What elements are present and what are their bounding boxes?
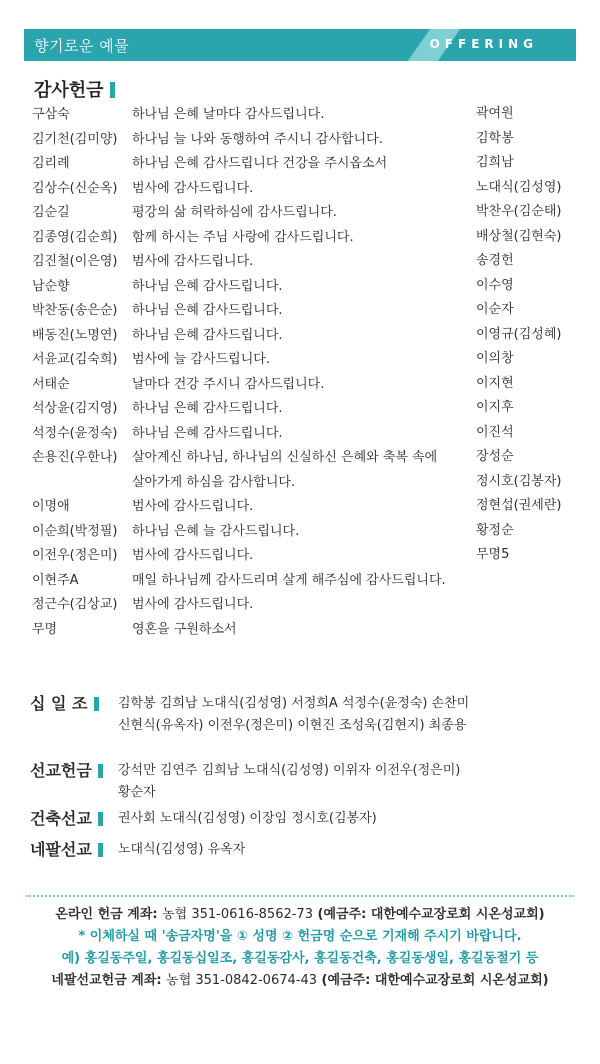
list-item	[32, 250, 492, 275]
list-item	[32, 299, 492, 324]
donor-message: 매일 하나님께 감사드리며 살게 해주심에 감사드립니다.	[132, 572, 446, 588]
donor-name: 김기천(김미양)	[32, 131, 118, 147]
list-item	[32, 348, 492, 373]
donor-message: 하나님 은혜 감사드립니다 건강을 주시옵소서	[132, 156, 388, 171]
section-marker	[98, 843, 103, 857]
donor-message: 하나님 은혜 감사드립니다.	[132, 327, 283, 343]
donor-message: 하나님 늘 나와 동행하여 주시니 감사합니다.	[132, 131, 383, 147]
list-item	[32, 593, 492, 618]
section-marker	[110, 82, 115, 98]
section-marker	[98, 764, 103, 778]
thanks-section-title	[34, 76, 115, 102]
donor-name: 남순향	[32, 278, 70, 294]
banner-subtitle: OFFERING	[429, 37, 538, 51]
list-item: 정현섭(권세란)	[476, 498, 562, 513]
donor-message: 범사에 감사드립니다.	[132, 180, 254, 196]
list-item: 이순자	[476, 302, 514, 317]
list-item: 곽여원	[476, 106, 514, 121]
list-item	[32, 544, 492, 569]
donor-message: 하나님 은혜 늘 감사드립니다.	[132, 523, 300, 539]
banner-title: 향기로운 예물	[34, 37, 130, 55]
online-account-number: 농협 351-0616-8562-73	[162, 907, 313, 922]
donor-message: 하나님 은혜 감사드립니다.	[132, 425, 283, 441]
nepal-label	[30, 839, 103, 861]
dotted-divider	[26, 895, 574, 897]
donor-message: 범사에 감사드립니다.	[132, 499, 254, 514]
thanks-list	[32, 103, 492, 642]
donor-message: 범사에 감사드립니다.	[132, 254, 254, 269]
donor-name: 김종영(김순희)	[32, 229, 118, 245]
list-item: 노대식(김성영)	[476, 179, 562, 195]
nepal-account-holder: (예금주: 대한예수교장로회 시온성교회)	[321, 973, 549, 988]
list-item	[32, 495, 492, 520]
online-account-line	[0, 903, 600, 922]
list-item: 이진석	[476, 424, 514, 440]
mission-names: 강석만 김연주 김희남 노대식(김성영) 이위자 이전우(정은미) 황순자	[118, 763, 461, 800]
thanks-names-column	[476, 102, 586, 568]
list-item	[32, 152, 492, 177]
list-item	[32, 226, 492, 251]
transfer-example: 예) 홍길동주일, 홍길동십일조, 홍길동감사, 홍길동건축, 홍길동생일, 홍길동절기 등	[61, 951, 539, 966]
donor-message: 영혼을 구원하소서	[132, 621, 237, 637]
donor-name: 정근수(김상교)	[32, 597, 118, 612]
list-item: 이의창	[476, 351, 514, 366]
donor-message: 하나님 은혜 감사드립니다.	[132, 401, 283, 416]
list-item: 이영규(김성혜)	[476, 326, 562, 342]
online-account-label: 온라인 헌금 계좌:	[55, 907, 158, 922]
transfer-instruction: * 이체하실 때 '송금자명'을 ① 성명 ② 헌금명 순으로 기재해 주시기 바랍니다.	[78, 929, 522, 944]
mission-label	[30, 760, 103, 782]
donor-name: 김진철(이은영)	[32, 254, 118, 269]
list-item	[32, 177, 492, 202]
nepal-account-line	[0, 969, 600, 988]
donor-name: 김리례	[32, 156, 70, 171]
list-item	[32, 128, 492, 153]
offering-banner	[24, 29, 576, 61]
list-item: 이지현	[476, 375, 514, 391]
tithe-label	[30, 693, 99, 715]
nepal-names: 노대식(김성영) 유옥자	[118, 842, 246, 857]
list-item: 이수영	[476, 277, 514, 293]
donor-message: 하나님 은혜 날마다 감사드립니다.	[132, 107, 325, 122]
donor-name: 손용진(우한나)	[32, 450, 118, 465]
donor-name: 김순길	[32, 205, 70, 220]
list-item	[32, 373, 492, 398]
online-account-holder: (예금주: 대한예수교장로회 시온성교회)	[317, 907, 545, 922]
donor-message: 범사에 감사드립니다.	[132, 548, 254, 563]
list-item	[32, 471, 492, 496]
list-item	[32, 201, 492, 226]
donor-name: 서태순	[32, 376, 70, 392]
thanks-title-text: 감사헌금	[34, 80, 104, 101]
donor-message: 범사에 늘 감사드립니다.	[132, 352, 270, 367]
list-item: 박찬우(김순태)	[476, 204, 562, 219]
list-item: 배상철(김현숙)	[476, 228, 562, 244]
list-item: 장성순	[476, 449, 514, 464]
list-item	[32, 324, 492, 349]
building-label	[30, 808, 103, 830]
nepal-account-label: 네팔선교헌금 계좌:	[51, 973, 162, 988]
list-item: 황정순	[476, 522, 514, 538]
list-item: 김학봉	[476, 130, 514, 146]
building-label-text: 건축선교	[30, 809, 92, 828]
donor-name: 구삼숙	[32, 107, 70, 122]
list-item: 송경헌	[476, 253, 514, 268]
donor-name: 이현주A	[32, 572, 79, 588]
donor-name: 서윤교(김숙희)	[32, 352, 118, 367]
list-item	[32, 446, 492, 471]
donor-message: 하나님 은혜 감사드립니다.	[132, 278, 283, 294]
list-item	[32, 397, 492, 422]
tithe-label-text: 십 일 조	[30, 694, 88, 713]
donor-name: 박찬동(송은순)	[32, 303, 118, 318]
tithe-names: 김학봉 김희남 노대식(김성영) 서정희A 석정수(윤정숙) 손찬미 신현식(유옥자) 이전우(정은미) 이현진 조성욱(김현지) 최종용	[118, 696, 470, 733]
donor-name: 무명	[32, 621, 58, 637]
donor-name: 김상수(신순옥)	[32, 180, 118, 196]
donor-name: 이전우(정은미)	[32, 548, 118, 563]
list-item	[32, 569, 492, 594]
list-item	[32, 103, 492, 128]
list-item	[32, 275, 492, 300]
donor-message: 살아계신 하나님, 하나님의 신실하신 은혜와 축복 속에	[132, 450, 438, 465]
list-item	[32, 618, 492, 643]
list-item	[32, 520, 492, 545]
donor-name: 이명애	[32, 499, 70, 514]
donor-message: 살아가게 하심을 감사합니다.	[132, 474, 296, 490]
donor-message: 함께 하시는 주님 사랑에 감사드립니다.	[132, 229, 354, 245]
nepal-account-number: 농협 351-0842-0674-43	[166, 973, 317, 988]
donor-name: 이순희(박정필)	[32, 523, 118, 539]
list-item: 정시호(김봉자)	[476, 473, 562, 489]
section-marker	[98, 812, 103, 826]
building-names: 권사회 노대식(김성영) 이장임 정시호(김봉자)	[118, 811, 377, 826]
list-item	[32, 422, 492, 447]
list-item: 이지후	[476, 400, 514, 415]
donor-message: 날마다 건강 주시니 감사드립니다.	[132, 376, 325, 392]
donor-name: 석상윤(김지영)	[32, 401, 118, 416]
donor-message: 평강의 삶 허락하심에 감사드립니다.	[132, 205, 337, 220]
donor-message: 하나님 은혜 감사드립니다.	[132, 303, 283, 318]
list-item: 무명5	[476, 547, 510, 562]
section-marker	[94, 697, 99, 711]
donor-name: 배동진(노명연)	[32, 327, 118, 343]
donor-name: 석정수(윤정숙)	[32, 425, 118, 441]
list-item: 김희남	[476, 155, 514, 170]
donor-message: 범사에 감사드립니다.	[132, 597, 254, 612]
nepal-label-text: 네팔선교	[30, 840, 92, 859]
mission-label-text: 선교헌금	[30, 761, 92, 780]
